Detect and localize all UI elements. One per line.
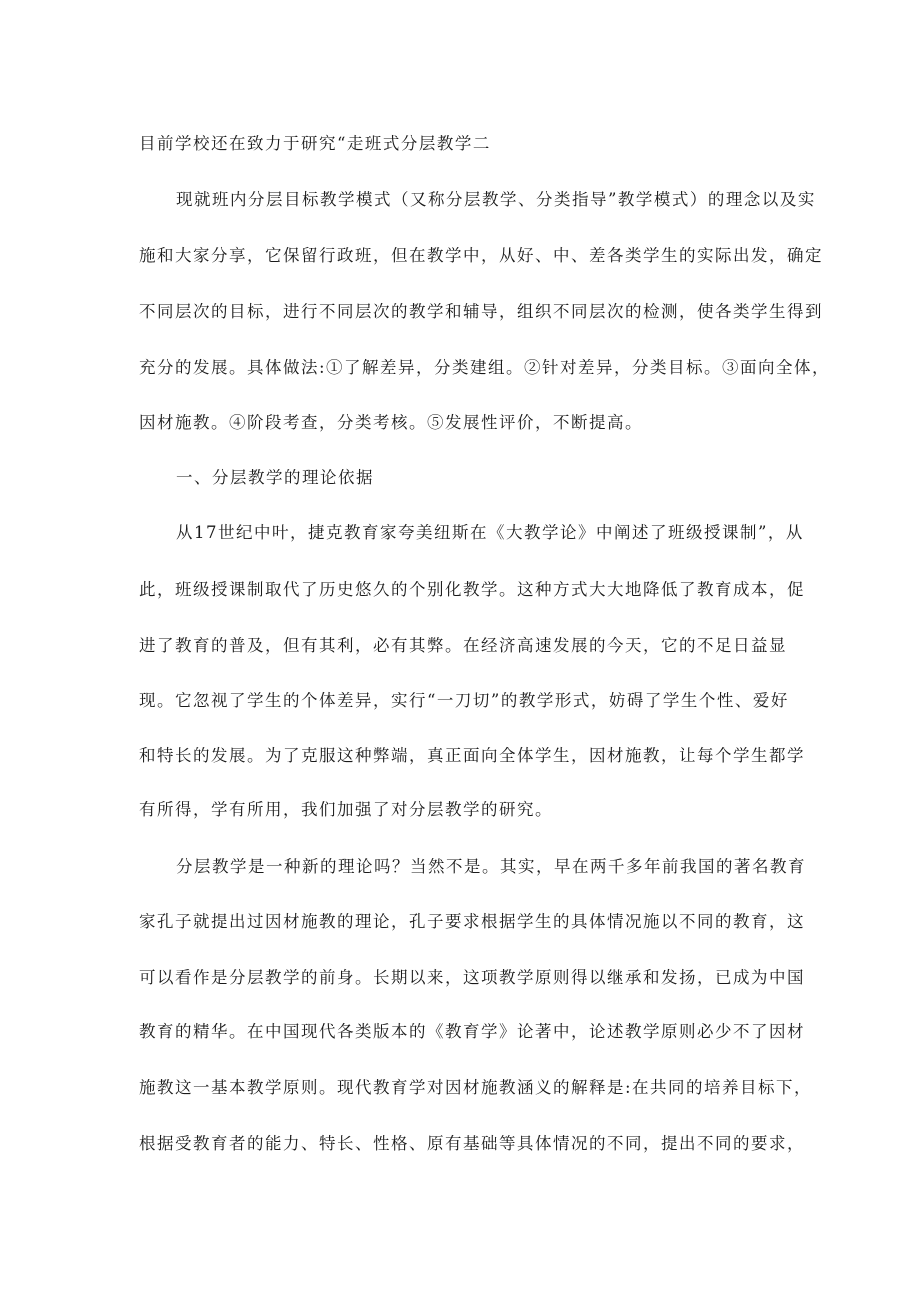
text-line-10: 进了教育的普及，但有其利，必有其弊。在经济高速发展的今天，它的不足日益显 [139, 636, 787, 655]
text-line-19: 根据受教育者的能力、特长、性格、原有基础等具体情况的不同，提出不同的要求， [139, 1134, 805, 1153]
text-line-18: 施教这一基本教学原则。现代教育学对因材施教涵义的解释是:在共同的培养目标下， [139, 1078, 813, 1097]
text-line-15: 家孔子就提出过因材施教的理论，孔子要求根据学生的具体情况施以不同的教育，这 [139, 912, 805, 931]
text-line-1: 目前学校还在致力于研究“走班式分层教学二 [139, 134, 491, 153]
text-line-6: 因材施教。④阶段考查，分类考核。⑤发展性评价，不断提高。 [139, 413, 643, 432]
text-line-5: 充分的发展。具体做法:①了解差异，分类建组。②针对差异，分类目标。③面向全体， [139, 358, 831, 377]
text-line-2: 现就班内分层目标教学模式（又称分层教学、分类指导”教学模式）的理念以及实 [176, 190, 816, 209]
text-line-14: 分层教学是一种新的理论吗？当然不是。其实，早在两千多年前我国的著名教育 [176, 857, 806, 876]
text-line-17: 教育的精华。在中国现代各类版本的《教育学》论著中，论述教学原则必少不了因材 [139, 1022, 805, 1041]
text-line-16: 可以看作是分层教学的前身。长期以来，这项教学原则得以继承和发扬，已成为中国 [139, 968, 805, 987]
text-line-9: 此，班级授课制取代了历史悠久的个别化教学。这种方式大大地降低了教育成本，促 [139, 580, 805, 599]
text-line-11: 现。它忽视了学生的个体差异，实行“一刀切”的教学形式，妨碍了学生个性、爱好 [139, 691, 789, 710]
text-line-4: 不同层次的目标，进行不同层次的教学和辅导，组织不同层次的检测，使各类学生得到 [139, 302, 823, 321]
text-line-8: 从17世纪中叶，捷克教育家夸美纽斯在《大教学论》中阐述了班级授课制”，从 [176, 523, 804, 542]
section-heading: 一、分层教学的理论依据 [176, 468, 374, 487]
text-line-13: 有所得，学有所用，我们加强了对分层教学的研究。 [139, 800, 553, 819]
text-line-3: 施和大家分享，它保留行政班，但在教学中，从好、中、差各类学生的实际出发，确定 [139, 246, 823, 265]
text-line-12: 和特长的发展。为了克服这种弊端，真正面向全体学生，因材施教，让每个学生都学 [139, 746, 805, 765]
